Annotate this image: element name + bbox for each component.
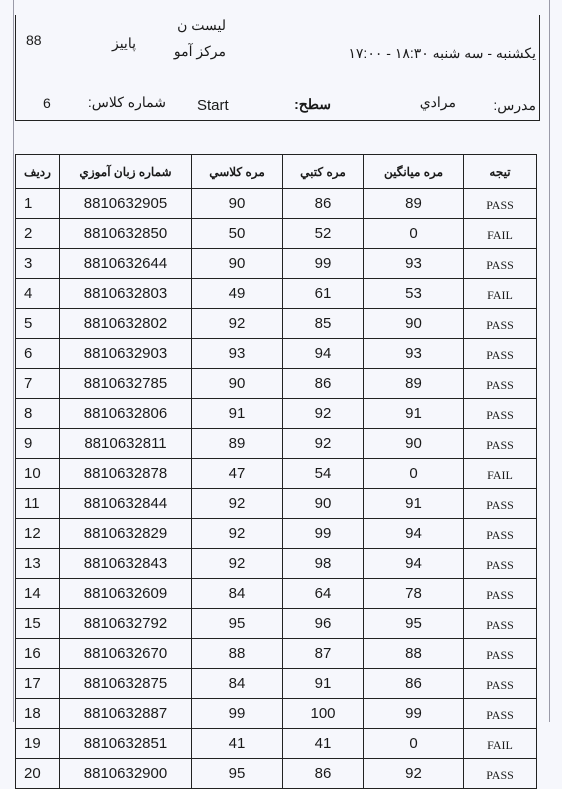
- center-label: مرکز آمو: [173, 43, 226, 59]
- student-id: 8810632829: [60, 519, 192, 549]
- table-row: [16, 249, 537, 279]
- level-value: Start: [197, 97, 229, 114]
- average-score: 88: [364, 639, 464, 669]
- written-score: 99: [283, 249, 364, 279]
- student-id: 8810632878: [60, 459, 192, 489]
- row-number: 9: [16, 429, 60, 459]
- result: PASS: [464, 249, 537, 279]
- table-row: [16, 189, 537, 219]
- average-score: 86: [364, 669, 464, 699]
- table-row: [16, 639, 537, 669]
- col-result: تیجه: [464, 155, 537, 189]
- table-row: [16, 219, 537, 249]
- written-score: 61: [283, 279, 364, 309]
- col-class-score: مره کلاسي: [192, 155, 283, 189]
- row-number: 1: [16, 189, 60, 219]
- average-score: 92: [364, 759, 464, 789]
- class-score: 99: [192, 699, 283, 729]
- student-id: 8810632811: [60, 429, 192, 459]
- result: PASS: [464, 669, 537, 699]
- class-size: 6: [43, 95, 51, 111]
- row-number: 3: [16, 249, 60, 279]
- average-score: 93: [364, 339, 464, 369]
- table-row: [16, 279, 537, 309]
- table-row: [16, 759, 537, 789]
- written-score: 87: [283, 639, 364, 669]
- row-number: 10: [16, 459, 60, 489]
- col-average-score: مره میانگین: [364, 155, 464, 189]
- student-id: 8810632905: [60, 189, 192, 219]
- class-score: 49: [192, 279, 283, 309]
- average-score: 93: [364, 249, 464, 279]
- student-id: 8810632875: [60, 669, 192, 699]
- term-label: پاییز: [111, 35, 136, 51]
- class-score: 89: [192, 429, 283, 459]
- class-score: 95: [192, 609, 283, 639]
- result: PASS: [464, 549, 537, 579]
- written-score: 86: [283, 759, 364, 789]
- table-row: [16, 579, 537, 609]
- student-id: 8810632609: [60, 579, 192, 609]
- grades-table: [15, 154, 537, 789]
- teacher-label: مدرس:: [493, 97, 536, 113]
- result: PASS: [464, 369, 537, 399]
- page-edge-left: [13, 0, 14, 722]
- written-score: 94: [283, 339, 364, 369]
- student-id: 8810632803: [60, 279, 192, 309]
- written-score: 86: [283, 189, 364, 219]
- written-score: 96: [283, 609, 364, 639]
- result: PASS: [464, 579, 537, 609]
- average-score: 89: [364, 369, 464, 399]
- student-id: 8810632670: [60, 639, 192, 669]
- table-row: [16, 729, 537, 759]
- result: PASS: [464, 339, 537, 369]
- col-written-score: مره کتبي: [283, 155, 364, 189]
- row-number: 4: [16, 279, 60, 309]
- class-number: 88: [26, 32, 42, 48]
- result: PASS: [464, 759, 537, 789]
- schedule: یکشنبه - سه شنبه ۱۸:۳۰ - ۱۷:۰۰: [348, 45, 536, 61]
- row-number: 6: [16, 339, 60, 369]
- result: FAIL: [464, 459, 537, 489]
- table-row: [16, 669, 537, 699]
- average-score: 0: [364, 459, 464, 489]
- student-id: 8810632844: [60, 489, 192, 519]
- class-score: 92: [192, 309, 283, 339]
- written-score: 86: [283, 369, 364, 399]
- average-score: 91: [364, 489, 464, 519]
- average-score: 89: [364, 189, 464, 219]
- row-number: 12: [16, 519, 60, 549]
- list-title: لیست ن: [177, 17, 226, 33]
- class-score: 47: [192, 459, 283, 489]
- result: FAIL: [464, 279, 537, 309]
- row-number: 15: [16, 609, 60, 639]
- table-row: [16, 519, 537, 549]
- written-score: 92: [283, 399, 364, 429]
- row-number: 7: [16, 369, 60, 399]
- row-number: 19: [16, 729, 60, 759]
- row-number: 2: [16, 219, 60, 249]
- result: PASS: [464, 429, 537, 459]
- written-score: 100: [283, 699, 364, 729]
- class-score: 90: [192, 369, 283, 399]
- row-number: 8: [16, 399, 60, 429]
- result: PASS: [464, 309, 537, 339]
- average-score: 90: [364, 309, 464, 339]
- student-id: 8810632785: [60, 369, 192, 399]
- student-id: 8810632644: [60, 249, 192, 279]
- class-score: 41: [192, 729, 283, 759]
- class-score: 90: [192, 249, 283, 279]
- table-row: [16, 549, 537, 579]
- written-score: 64: [283, 579, 364, 609]
- col-student-id: شماره زبان آموزي: [60, 155, 192, 189]
- average-score: 94: [364, 519, 464, 549]
- table-header-row: [16, 155, 537, 189]
- class-score: 92: [192, 519, 283, 549]
- student-id: 8810632900: [60, 759, 192, 789]
- table-row: [16, 399, 537, 429]
- student-id: 8810632903: [60, 339, 192, 369]
- class-score: 92: [192, 549, 283, 579]
- class-score: 88: [192, 639, 283, 669]
- row-number: 20: [16, 759, 60, 789]
- written-score: 41: [283, 729, 364, 759]
- table-row: [16, 699, 537, 729]
- table-row: [16, 609, 537, 639]
- teacher-name: مرادي: [419, 94, 456, 110]
- student-id: 8810632802: [60, 309, 192, 339]
- class-info-header: [15, 15, 540, 121]
- class-score: 95: [192, 759, 283, 789]
- result: PASS: [464, 609, 537, 639]
- written-score: 85: [283, 309, 364, 339]
- result: PASS: [464, 489, 537, 519]
- average-score: 78: [364, 579, 464, 609]
- col-row-number: ردیف: [16, 155, 60, 189]
- level-label: سطح:: [294, 96, 331, 112]
- student-id: 8810632806: [60, 399, 192, 429]
- average-score: 94: [364, 549, 464, 579]
- row-number: 17: [16, 669, 60, 699]
- student-id: 8810632887: [60, 699, 192, 729]
- row-number: 16: [16, 639, 60, 669]
- written-score: 99: [283, 519, 364, 549]
- written-score: 90: [283, 489, 364, 519]
- result: PASS: [464, 519, 537, 549]
- average-score: 0: [364, 219, 464, 249]
- average-score: 53: [364, 279, 464, 309]
- class-score: 84: [192, 669, 283, 699]
- class-score: 92: [192, 489, 283, 519]
- class-score: 84: [192, 579, 283, 609]
- student-id: 8810632843: [60, 549, 192, 579]
- average-score: 95: [364, 609, 464, 639]
- table-row: [16, 429, 537, 459]
- student-id: 8810632850: [60, 219, 192, 249]
- written-score: 91: [283, 669, 364, 699]
- written-score: 98: [283, 549, 364, 579]
- result: PASS: [464, 699, 537, 729]
- table-row: [16, 459, 537, 489]
- row-number: 18: [16, 699, 60, 729]
- written-score: 52: [283, 219, 364, 249]
- row-number: 13: [16, 549, 60, 579]
- result: FAIL: [464, 729, 537, 759]
- table-row: [16, 369, 537, 399]
- written-score: 54: [283, 459, 364, 489]
- table-row: [16, 339, 537, 369]
- average-score: 99: [364, 699, 464, 729]
- table-row: [16, 309, 537, 339]
- class-score: 50: [192, 219, 283, 249]
- row-number: 14: [16, 579, 60, 609]
- result: FAIL: [464, 219, 537, 249]
- class-score: 90: [192, 189, 283, 219]
- result: PASS: [464, 399, 537, 429]
- average-score: 90: [364, 429, 464, 459]
- class-score: 91: [192, 399, 283, 429]
- row-number: 11: [16, 489, 60, 519]
- average-score: 91: [364, 399, 464, 429]
- class-size-label: شماره کلاس:: [87, 94, 166, 110]
- student-id: 8810632851: [60, 729, 192, 759]
- student-id: 8810632792: [60, 609, 192, 639]
- table-row: [16, 489, 537, 519]
- row-number: 5: [16, 309, 60, 339]
- result: PASS: [464, 189, 537, 219]
- average-score: 0: [364, 729, 464, 759]
- page-edge-right: [549, 0, 550, 722]
- class-score: 93: [192, 339, 283, 369]
- written-score: 92: [283, 429, 364, 459]
- result: PASS: [464, 639, 537, 669]
